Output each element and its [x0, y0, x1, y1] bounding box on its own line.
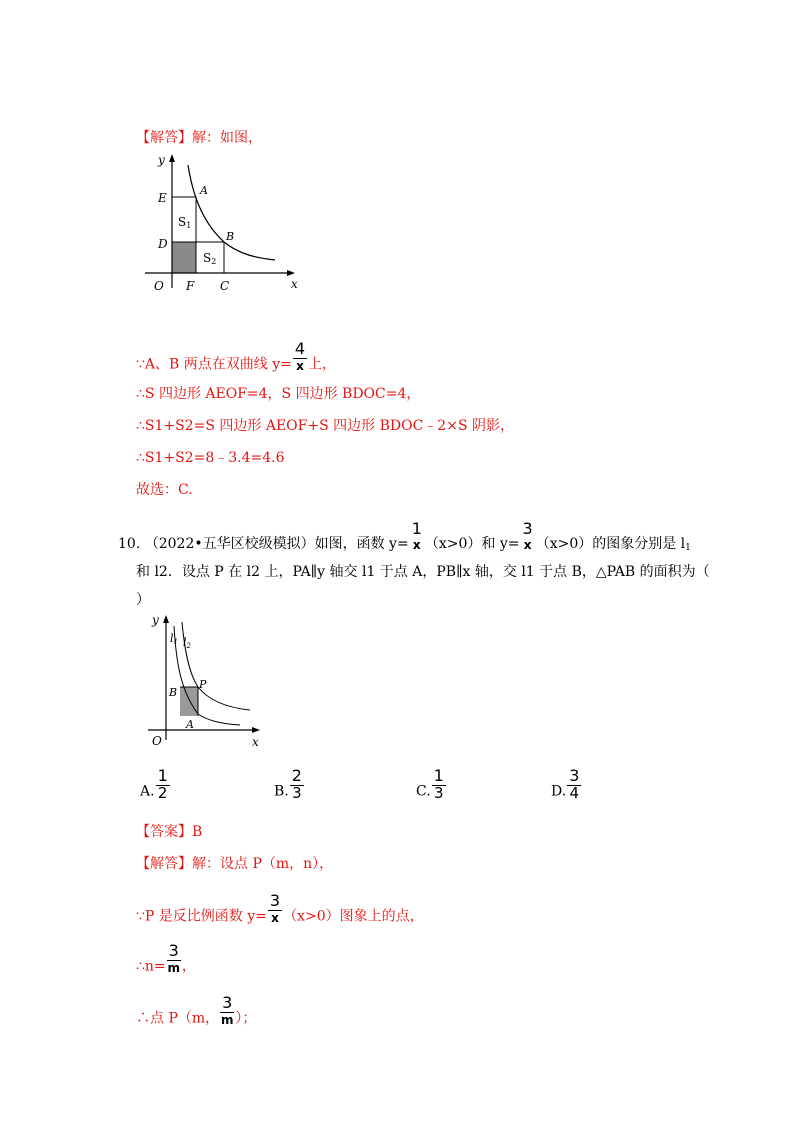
fig-label-x: x	[291, 277, 298, 291]
fig-label-c: C	[220, 279, 230, 293]
q10-solution-line-2: ∴n= $\frac{3}{m}$ ，	[136, 941, 196, 975]
question-10-line-3: ）	[136, 592, 150, 608]
option-c[interactable]: C. $\frac{1}{3}$	[416, 766, 444, 802]
solution-line-3: ∴S1+S2=S 四边形 AEOF+S 四边形 BDOC﹣2×S 阴影，	[136, 418, 514, 434]
fig2-label-x: x	[252, 735, 259, 749]
fig-label-f: F	[186, 279, 195, 293]
fig-label-a: A	[200, 184, 208, 197]
shaded-region	[172, 242, 196, 273]
answer-line: 【答案】B	[136, 824, 203, 840]
fig2-label-p: P	[199, 678, 207, 691]
fig2-label-y: y	[152, 613, 159, 627]
solution-header: 【解答】解：如图，	[136, 130, 262, 146]
fig2-label-l2: l2	[183, 636, 191, 650]
fig-label-y: y	[158, 153, 165, 167]
fig-label-d: D	[158, 237, 168, 251]
q10-solution-line-3: ∴点 P（m， $\frac{3}{m}$ ）；	[136, 993, 257, 1027]
fig2-label-b: B	[169, 686, 178, 699]
fig2-label-a: A	[186, 718, 194, 731]
question-10-line-1: 10. （2022•五华区校级模拟）如图，函数 y= 1 x （x>0）和 y= 3 x （x>0）的图象分别是 $l_1$	[118, 519, 691, 553]
fig-label-o: O	[154, 279, 164, 293]
fig-label-s2: S2	[203, 251, 217, 266]
solution-line-2: ∴S 四边形 AEOF=4，S 四边形 BDOC=4，	[136, 386, 421, 402]
option-b[interactable]: B. $\frac{2}{3}$	[274, 766, 302, 802]
solution-line-4: ∴S1+S2=8﹣3.4=4.6	[136, 450, 285, 466]
fig2-label-o: O	[152, 734, 162, 748]
fig2-label-l1: l1	[170, 632, 178, 646]
option-d[interactable]: D. $\frac{3}{4}$	[551, 766, 580, 802]
fig-label-e: E	[158, 191, 167, 205]
fig-label-s1: S1	[178, 215, 192, 230]
figure-squares-hyperbola	[140, 150, 310, 300]
solution-line-1: ∵A、B 两点在双曲线 y= $\frac{4}{x}$ 上，	[136, 339, 337, 373]
figure-two-hyperbolas	[140, 610, 270, 750]
q10-solution-header: 【解答】解：设点 P（m，n），	[136, 856, 334, 872]
q10-solution-line-1: ∵P 是反比例函数 y= $\frac{3}{x}$ （x>0）图象上的点，	[136, 891, 424, 925]
fig-label-b: B	[226, 230, 235, 243]
solution-line-5: 故选：C.	[136, 482, 193, 498]
question-10-line-2: 和 l2．设点 P 在 l2 上，PA∥y 轴交 l1 于点 A，PB∥x 轴，交 l1 于点 B，△PAB 的面积为（	[136, 564, 710, 580]
option-a[interactable]: A. $\frac{1}{2}$	[140, 766, 168, 802]
hyperbola-curve	[188, 165, 275, 260]
y-axis-arrow	[169, 154, 175, 162]
x-axis-arrow	[287, 270, 295, 276]
shaded-triangle-region	[180, 687, 198, 716]
